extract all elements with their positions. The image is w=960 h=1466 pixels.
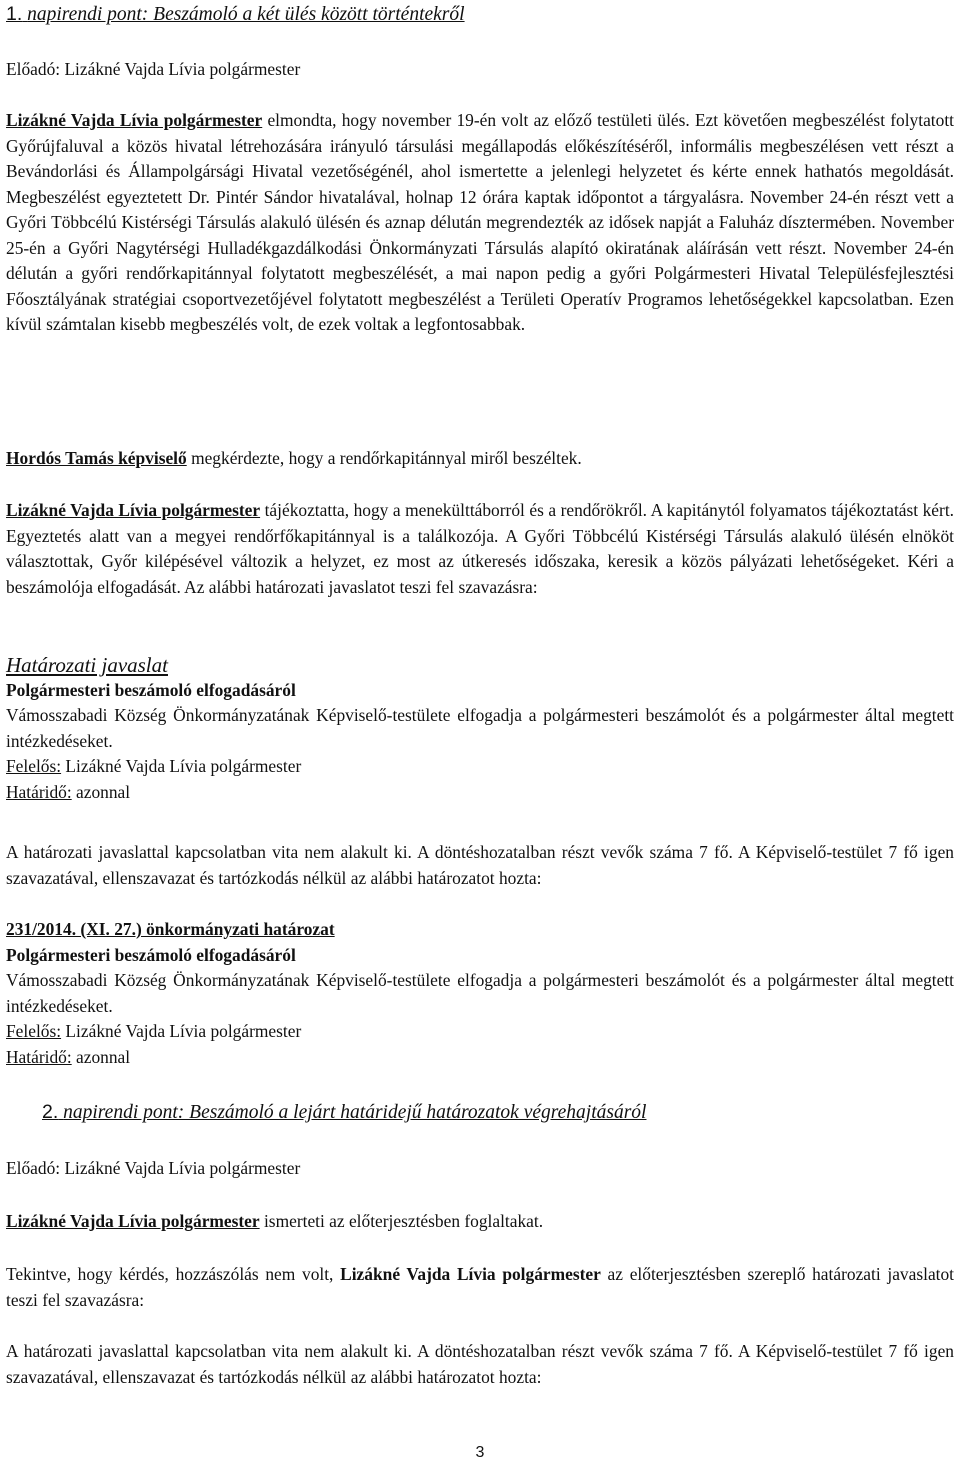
agenda-1-number: 1.	[6, 3, 23, 25]
agenda-2-paragraph-2	[6, 1262, 954, 1313]
deadline-value: azonnal	[71, 1046, 131, 1067]
agenda-2-presenter: Előadó: Lizákné Vajda Lívia polgármester	[6, 1158, 301, 1178]
deadline-label: Határidő:	[6, 781, 72, 802]
agenda-2-vote-text: A határozati javaslattal kapcsolatban vita nem alakult ki. A döntéshozatalban részt vevők száma 7 fő. A Képviselő-testület 7 fő igen szavazatával, ellenszavazat és tartózkodás nélkül az alábbi határozatot hozta:	[6, 1341, 954, 1387]
resolution	[6, 917, 954, 1070]
resolution-deadline	[6, 1045, 954, 1071]
speaker-name: Lizákné Vajda Lívia polgármester	[6, 500, 261, 520]
responsible-value: Lizákné Vajda Lívia polgármester	[61, 1021, 302, 1041]
proposal-heading: Határozati javaslat	[6, 653, 168, 677]
paragraph-text: tájékoztatta, hogy a menekülttáborról és a rendőrökről. A kapitánytól folyamatos tájékoztatást kért. Egyeztetés alatt van a megyei rendőrfőkapitánnyal is a találkozója. A Győri Többcélú Kistérségi Társulás alakuló ülésén elnököt választottak, Győr kilépésével változik a helyzet, ez most az útkeresés időszaka, keresik a közös pályázati lehetőségeket. Kéri a beszámolója elfogadását. Az alábbi határozati javaslatot teszi fel szavazásra:	[6, 500, 954, 597]
deadline-label: Határidő:	[6, 1046, 72, 1067]
agenda-1-paragraph-2	[6, 446, 954, 472]
agenda-1-heading	[6, 2, 465, 28]
agenda-2-title: napirendi pont: Beszámoló a lejárt határidejű határozatok végrehajtásáról	[63, 1102, 647, 1123]
agenda-2-number: 2.	[42, 1101, 59, 1123]
speaker-name: Hordós Tamás képviselő	[6, 448, 187, 468]
page-number: 3	[475, 1444, 485, 1461]
deadline-value: azonnal	[71, 781, 131, 802]
proposal-responsible	[6, 754, 954, 780]
speaker-name: Lizákné Vajda Lívia polgármester	[6, 1211, 260, 1231]
paragraph-text: elmondta, hogy november 19-én volt az előző testületi ülés. Ezt követően megbeszélést folytatott Győrújfaluval a közös hivatal létrehozására irányuló társulási megállapodás előkészítéséről, informális megbeszélésen vett részt a Bevándorlási és Állampolgársági Hivatal vezetőségénél, ahol ismertette a jelenlegi helyzetet és kérte ennek hathatós megoldását. Megbeszélést egyeztetett Dr. Pintér Sándor hivatalával, holnap 12 órára kaptak időpontot a tárgyalásra. November 24-én részt vett a Győri Többcélú Kistérségi Társulás alakuló ülésén és aznap délután megrendezték az idősek napját a Faluház dísztermében. November 25-én a Győri Nagytérségi Hulladékgazdálkodási Önkormányzati Társulás alapító okiratának aláírásán vett részt. November 24-én délután a győri rendőrkapitánnyal folytatott megbeszélését, a mai napon pedig a győri Polgármesteri Hivatal Településfejlesztési Főosztályának stratégiai csoportvezetőjével folytatott megbeszélést a Területi Operatív Programos lehetőségekkel kapcsolatban. Ezen kívül számtalan kisebb megbeszélés volt, de ezek voltak a legfontosabbak.	[6, 110, 954, 334]
speaker-name: Lizákné Vajda Lívia polgármester	[340, 1264, 601, 1284]
responsible-value: Lizákné Vajda Lívia polgármester	[61, 756, 302, 776]
agenda-2-heading	[42, 1100, 646, 1126]
responsible-label: Felelős:	[6, 756, 62, 776]
resolution-proposal	[6, 653, 954, 805]
agenda-1-paragraph-1	[6, 108, 954, 338]
responsible-label: Felelős:	[6, 1021, 62, 1041]
paragraph-text: megkérdezte, hogy a rendőrkapitánnyal miről beszéltek.	[186, 448, 582, 468]
speaker-name: Lizákné Vajda Lívia polgármester	[6, 110, 263, 130]
resolution-title: Polgármesteri beszámoló elfogadásáról	[6, 944, 296, 965]
paragraph-text: az előterjesztésben szereplő határozati javaslatot teszi fel szavazásra:	[6, 1264, 955, 1310]
agenda-2-paragraph-1	[6, 1209, 954, 1235]
paragraph-text: ismerteti az előterjesztésben foglaltakat.	[259, 1211, 544, 1231]
proposal-deadline	[6, 780, 954, 806]
agenda-1-title: napirendi pont: Beszámoló a két ülés között történtekről	[27, 4, 465, 25]
agenda-1-vote-text: A határozati javaslattal kapcsolatban vita nem alakult ki. A döntéshozatalban részt vevők száma 7 fő. A Képviselő-testület 7 fő igen szavazatával, ellenszavazat és tartózkodás nélkül az alábbi határozatot hozta:	[6, 842, 954, 888]
proposal-text: Vámosszabadi Község Önkormányzatának Képviselő-testülete elfogadja a polgármesteri beszámolót és a polgármester által megtett intézkedéseket.	[6, 705, 954, 751]
paragraph-text: Tekintve, hogy kérdés, hozzászólás nem volt,	[6, 1264, 341, 1284]
resolution-text: Vámosszabadi Község Önkormányzatának Képviselő-testülete elfogadja a polgármesteri beszámolót és a polgármester által megtett intézkedéseket.	[6, 970, 954, 1016]
proposal-title: Polgármesteri beszámoló elfogadásáról	[6, 679, 296, 700]
agenda-1-presenter: Előadó: Lizákné Vajda Lívia polgármester	[6, 59, 301, 79]
resolution-responsible	[6, 1019, 954, 1045]
agenda-1-paragraph-3	[6, 498, 954, 600]
resolution-number: 231/2014. (XI. 27.) önkormányzati határozat	[6, 919, 335, 939]
